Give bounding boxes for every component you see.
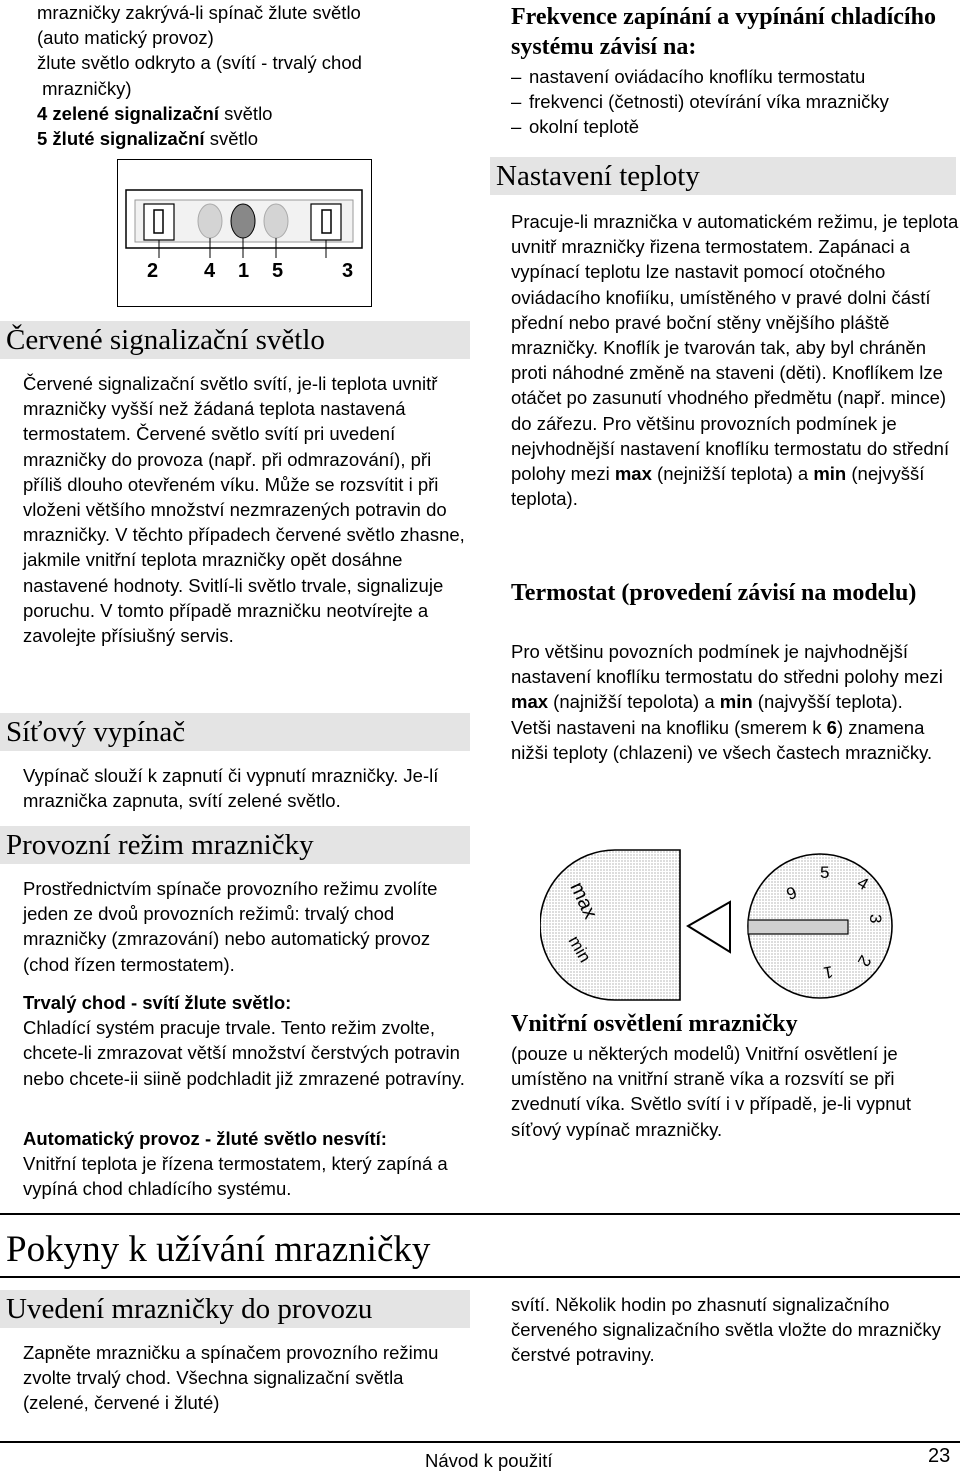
footer-label: Návod k použití bbox=[425, 1450, 553, 1471]
auto-mode-text: Vnitřní teplota je řízena termostatem, který zapíná a vypíná chod chladícího systému. bbox=[23, 1153, 448, 1200]
red-light-heading: Červené signalizační světlo bbox=[0, 321, 470, 359]
page-number: 23 bbox=[928, 1445, 951, 1467]
red-light-text: Červené signalizační světlo svítí, je-li teplota uvnitř mrazničky vyšší než žádaná teplota nastavená termostatem. Červené světlo svítí pri uvedení mrazničky do provoza (např. při odmrazování), při příliš dlouho otevřeném víku. Může se rozsvítit i při vloženi většího množství nezmrazených potravin do mrazničky. V těchto případech červené světlo zhasne, jakmile vnitřní teplota mrazničky opět dosáhne nastavené hodnoty. Svitlí-li světlo trvale, signalizuje poruchu. V tomto případě mrazničku neotvírejte a zavolejte přísiušný servis. bbox=[23, 373, 465, 647]
auto-mode-heading: Automatický provoz - žluté světlo nesvítí: bbox=[23, 1128, 387, 1149]
auto-mode-block bbox=[23, 1126, 473, 1202]
section-title: Pokyny k užívání mrazničky bbox=[6, 1229, 431, 1270]
intro-line: (auto matický provoz) bbox=[37, 27, 214, 49]
dial-label-min: min bbox=[564, 932, 595, 966]
operating-mode-heading: Provozní režim mrazničky bbox=[0, 826, 470, 864]
panel-number: 2 bbox=[147, 260, 159, 282]
dial-label-5: 5 bbox=[820, 863, 830, 882]
dial-label-6: 6 bbox=[783, 882, 800, 904]
dial-label-1: 1 bbox=[821, 962, 835, 983]
panel-number: 1 bbox=[238, 260, 250, 282]
dial-label-2: 2 bbox=[853, 952, 875, 970]
start-up-text: Zapněte mrazničku a spínačem provozního režimu zvolte trvalý chod. Všechna signalizační světla (zelené, červené i žluté) bbox=[23, 1342, 439, 1414]
continuous-mode-heading: Trvalý chod - svítí žlute světlo: bbox=[23, 992, 292, 1013]
dial-label-3: 3 bbox=[866, 914, 885, 924]
mains-switch-text: Vypínač slouží k zapnutí či vypnutí mrazničky. Je-lí mraznička zapnuta, svítí zelené světlo. bbox=[23, 765, 439, 812]
start-up-heading: Uvedení mrazničky do provozu bbox=[0, 1290, 470, 1328]
panel-number: 4 bbox=[204, 260, 216, 282]
panel-number: 3 bbox=[342, 260, 354, 282]
dial-label-max: max bbox=[565, 878, 602, 923]
continuous-mode-block bbox=[23, 990, 473, 1091]
interior-light-text: (pouze u některých modelů) Vnitřní osvětlení je umístěno na vnitřní straně víka a rozsvítí se při zvednutí víka. Světlo svítí i v případě, je-li vypnut síťový vypínač mrazničky. bbox=[511, 1043, 911, 1140]
continuous-mode-text: Chladící systém pracuje trvale. Tento režim zvolte, chcete-li zmrazovat větší množství čerstvých potravin nebo chcete-ii siině podchladit již zmrazené potravíny. bbox=[23, 1017, 465, 1089]
intro-line: mrazničky) bbox=[37, 77, 132, 99]
frequency-item: – frekvenci (četnosti) otevírání víka mrazničky bbox=[511, 89, 956, 114]
intro-line: žlute světlo odkryto a (svítí - trvalý chod bbox=[37, 52, 362, 74]
frequency-item: – nastavení oviádacího knoflíku termostatu bbox=[511, 64, 956, 89]
panel-number: 5 bbox=[272, 260, 284, 282]
intro-line: mrazničky zakrývá-li spínač žlute světlo bbox=[37, 2, 361, 23]
dial-label-4: 4 bbox=[854, 873, 872, 895]
mains-switch-heading: Síťový vypínač bbox=[0, 713, 470, 751]
temperature-setting-heading: Nastavení teploty bbox=[490, 157, 956, 195]
legend-item-5: 5 žluté signalizační světlo bbox=[37, 128, 259, 150]
thermostat-dial-diagram bbox=[540, 842, 960, 1012]
intro-text bbox=[37, 0, 477, 151]
frequency-list bbox=[511, 64, 956, 140]
thermostat-heading: Termostat (provedení závisí na modelu) bbox=[511, 580, 917, 606]
section-divider-top bbox=[0, 1213, 960, 1215]
legend-item-4: 4 zelené signalizační světlo bbox=[37, 102, 273, 124]
interior-light-heading: Vnitřní osvětlení mrazničky bbox=[511, 1011, 798, 1037]
frequency-heading: Frekvence zapínání a vypínání chladícího systému závisí na: bbox=[511, 4, 936, 60]
control-panel-diagram bbox=[117, 159, 372, 307]
temperature-setting-text: Pracuje-li mraznička v automatickém režimu, je teplota uvnitř mrazničky řizena termostatem. Zapánaci a vypínací teplotu lze nastavit pomocí otočného oviádacího knofiíku, umístěného v pravé dolni částí přední nebo pravé boční stěny vnějšího pláště mrazničky. Knoflík je tvarován tak, aby byl chráněn proti náhodné změně na staveni (děti). Knoflíkem lze otáčet po zasunutí vhodného předmětu (např. mince) do zářezu. Pro většinu provozních podmínek je nejvhodnější nastavení knoflíku termostatu do střední polohy mezi max (nejnižší teplota) a min (nejvyšší teplota). bbox=[511, 211, 959, 510]
footer-rule bbox=[0, 1441, 960, 1443]
section-divider-bottom bbox=[0, 1276, 960, 1278]
control-panel-drawing bbox=[118, 160, 370, 305]
operating-mode-text: Prostřednictvím spínače provozního režimu zvolíte jeden ze dvoů provozních režimů: trvalý chod mrazničky (zmrazování) nebo automatický provoz (chod řízen termostatem). bbox=[23, 878, 438, 975]
start-up-continued-text: svítí. Několik hodin po zhasnutí signalizačního červeného signalizačního světla vložte do mrazničky čerstvé potraviny. bbox=[511, 1294, 941, 1366]
thermostat-text: Pro většinu povozních podmínek je najvhodnější nastavení knoflíku termostatu do středni polohy mezi max (najnižší tepolota) a min (najvyšší teplota). Vetši nastaveni na knofliku (smerem k 6) znamena nižši teploty (chlazeni) ve všech častech mrazničky. bbox=[511, 641, 943, 763]
frequency-item: – okolní teplotě bbox=[511, 114, 956, 139]
